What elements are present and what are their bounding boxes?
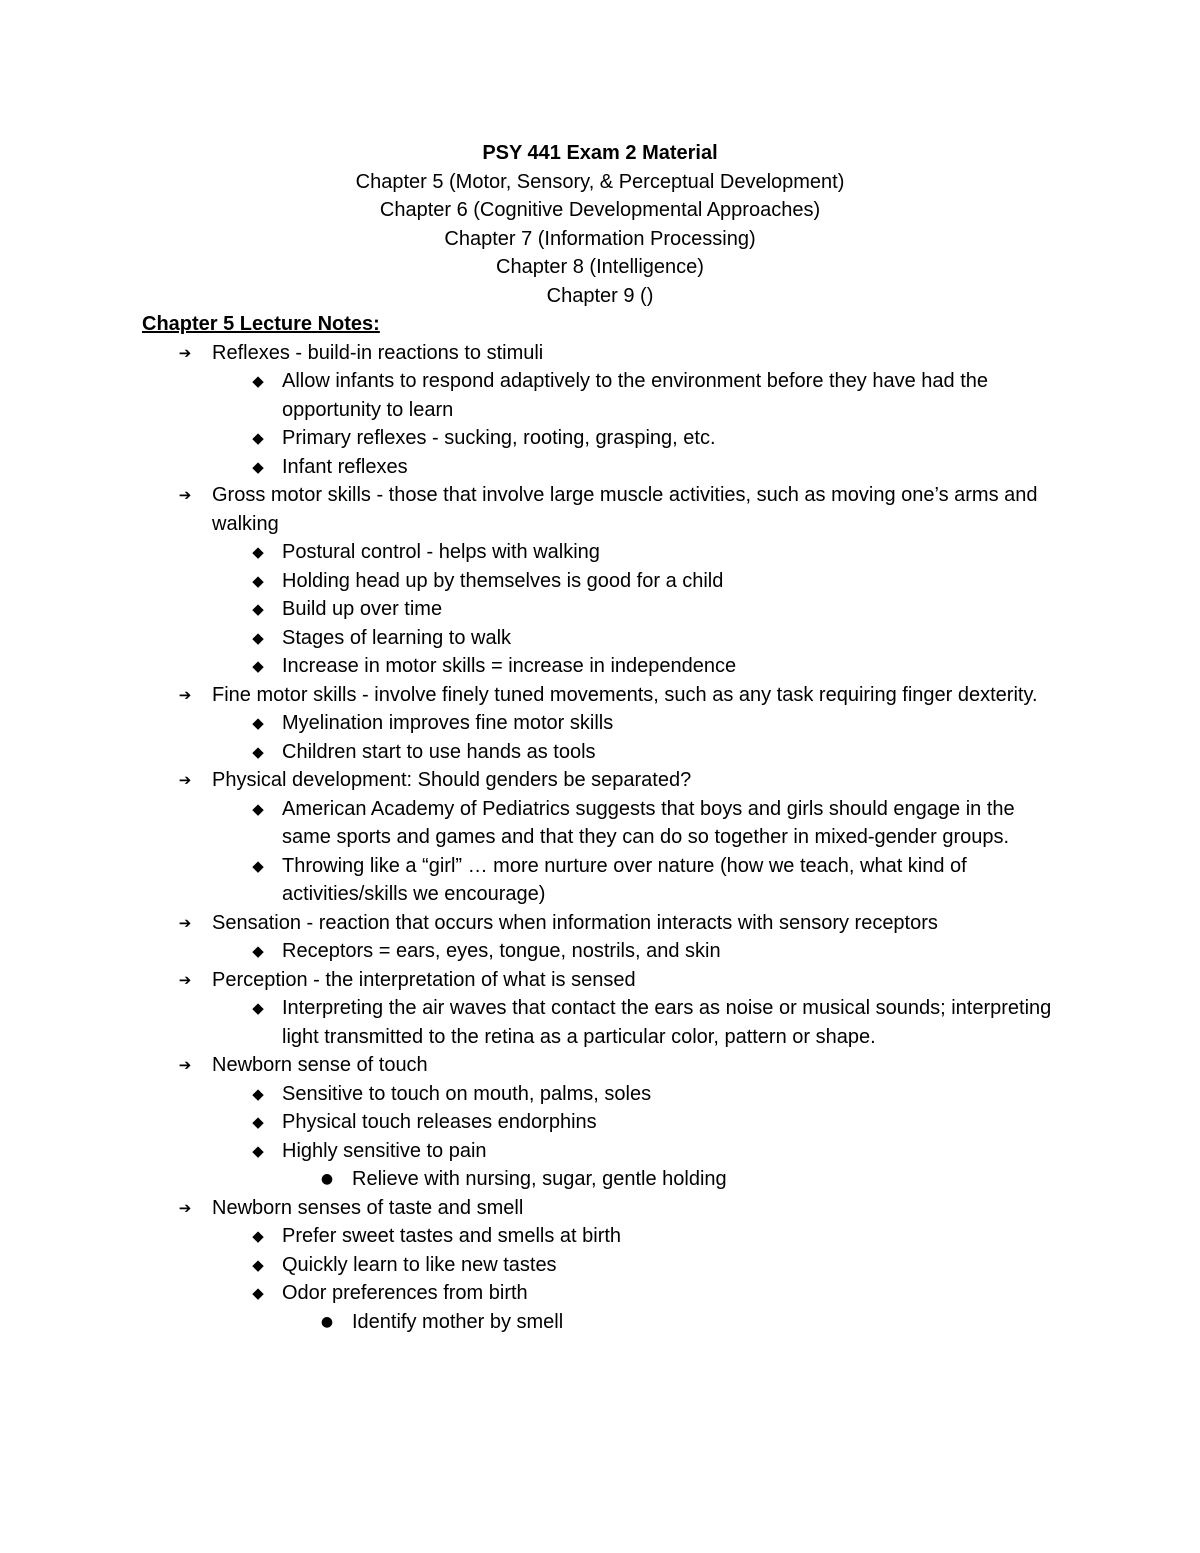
list-item-text: Perception - the interpretation of what is sensed: [212, 968, 636, 991]
chapter-line-9: Chapter 9 (): [546, 284, 654, 307]
list-item-text: Holding head up by themselves is good for a child: [282, 569, 724, 592]
list-item-level-1: [142, 339, 1062, 482]
nested-list: [212, 709, 1062, 766]
list-item-level-2: [212, 738, 1062, 767]
list-item-level-2: [212, 538, 1062, 567]
nested-list: [212, 937, 1062, 966]
list-item-level-2: [212, 453, 1062, 482]
diamond-bullet-icon: ◆: [252, 942, 264, 960]
diamond-bullet-icon: ◆: [252, 1255, 264, 1274]
diamond-bullet-icon: ◆: [252, 799, 264, 818]
list-item-level-1: [142, 1051, 1062, 1194]
list-item-text: Prefer sweet tastes and smells at birth: [282, 1225, 622, 1247]
arrow-bullet-icon: ➔: [178, 1056, 192, 1074]
list-item-text: Reflexes - build-in reactions to stimuli: [212, 341, 544, 364]
section-heading: Chapter 5 Lecture Notes:: [142, 313, 380, 335]
list-item-level-2: [212, 1108, 1062, 1137]
list-item-level-1: [142, 1194, 1062, 1337]
nested-list: [282, 1165, 1062, 1194]
list-item-level-2: [212, 795, 1062, 852]
diamond-bullet-icon: ◆: [252, 571, 264, 590]
list-item-text: Gross motor skills - those that involve large muscle activities, such as moving one’s arms and walking: [212, 484, 1038, 535]
nested-list: [212, 994, 1062, 1051]
list-item-level-2: [212, 994, 1062, 1051]
diamond-bullet-icon: ◆: [252, 457, 264, 476]
arrow-bullet-icon: ➔: [178, 343, 192, 362]
diamond-bullet-icon: ◆: [252, 856, 264, 875]
dot-bullet-icon: ●: [320, 1171, 334, 1187]
list-item-text: Highly sensitive to pain: [282, 1139, 487, 1162]
nested-list: [212, 795, 1062, 909]
list-item-level-2: [212, 367, 1062, 424]
list-item-text: Sensation - reaction that occurs when information interacts with sensory receptors: [212, 911, 938, 934]
chapter-line-8: Chapter 8 (Intelligence): [496, 256, 704, 278]
list-item-text: Increase in motor skills = increase in independence: [282, 655, 737, 677]
diamond-bullet-icon: ◆: [252, 1284, 264, 1302]
list-item-text: Children start to use hands as tools: [282, 740, 596, 763]
arrow-bullet-icon: ➔: [178, 486, 192, 504]
nested-list: [212, 1222, 1062, 1336]
document-title: PSY 441 Exam 2 Material: [482, 142, 718, 164]
list-item-level-1: [142, 909, 1062, 966]
arrow-bullet-icon: ➔: [178, 970, 192, 989]
list-item-text: Infant reflexes: [282, 455, 408, 478]
nested-list: [212, 1080, 1062, 1194]
list-item-text: Newborn senses of taste and smell: [212, 1196, 524, 1219]
list-item-text: Physical touch releases endorphins: [282, 1111, 597, 1133]
list-item-text: Identify mother by smell: [352, 1310, 564, 1333]
arrow-bullet-icon: ➔: [178, 771, 192, 789]
list-item-level-2: [212, 852, 1062, 909]
list-item-text: American Academy of Pediatrics suggests that boys and girls should engage in the same sports and games and that they can do so together in mixed-gender groups.: [282, 797, 1015, 848]
list-item-level-2: [212, 567, 1062, 596]
diamond-bullet-icon: ◆: [252, 1141, 264, 1160]
list-item-level-2: [212, 937, 1062, 966]
diamond-bullet-icon: ◆: [252, 429, 264, 447]
list-item-text: Build up over time: [282, 598, 443, 620]
list-item-text: Postural control - helps with walking: [282, 541, 600, 563]
list-item-text: Primary reflexes - sucking, rooting, grasping, etc.: [282, 427, 716, 449]
diamond-bullet-icon: ◆: [252, 543, 264, 561]
list-item-level-2: [212, 1080, 1062, 1109]
list-item-text: Receptors = ears, eyes, tongue, nostrils, and skin: [282, 940, 721, 962]
lecture-notes: [142, 310, 1062, 1336]
diamond-bullet-icon: ◆: [252, 742, 264, 761]
diamond-bullet-icon: ◆: [252, 714, 264, 732]
arrow-bullet-icon: ➔: [178, 685, 192, 704]
chapter-line-7: Chapter 7 (Information Processing): [444, 227, 756, 250]
list-item-level-3: [282, 1165, 1062, 1194]
list-item-text: Sensitive to touch on mouth, palms, soles: [282, 1082, 652, 1105]
list-item-level-1: [142, 766, 1062, 909]
list-item-level-2: [212, 709, 1062, 738]
list-item-level-2: [212, 652, 1062, 681]
arrow-bullet-icon: ➔: [178, 913, 192, 932]
dot-bullet-icon: ●: [320, 1313, 334, 1330]
nested-list: [212, 367, 1062, 481]
document-header: [0, 139, 1200, 310]
list-item-level-1: [142, 481, 1062, 681]
chapter-line-5: Chapter 5 (Motor, Sensory, & Perceptual Development): [355, 170, 845, 193]
list-item-level-2: [212, 1222, 1062, 1251]
list-item-text: Fine motor skills - involve finely tuned movements, such as any task requiring finger dexterity.: [212, 683, 1038, 706]
notes-list: [142, 339, 1062, 1337]
list-item-level-2: [212, 595, 1062, 624]
diamond-bullet-icon: ◆: [252, 372, 264, 390]
list-item-level-2: [212, 1137, 1062, 1194]
list-item-text: Allow infants to respond adaptively to the environment before they have had the opportunity to learn: [282, 370, 989, 421]
list-item-text: Physical development: Should genders be separated?: [212, 769, 692, 791]
diamond-bullet-icon: ◆: [252, 628, 264, 647]
list-item-text: Odor preferences from birth: [282, 1282, 528, 1304]
list-item-text: Myelination improves fine motor skills: [282, 712, 614, 734]
list-item-text: Relieve with nursing, sugar, gentle holding: [352, 1168, 727, 1190]
list-item-text: Throwing like a “girl” … more nurture over nature (how we teach, what kind of activities/skills we encourage): [282, 854, 967, 905]
list-item-text: Quickly learn to like new tastes: [282, 1253, 557, 1276]
diamond-bullet-icon: ◆: [252, 1084, 264, 1103]
list-item-text: Stages of learning to walk: [282, 626, 512, 649]
nested-list: [282, 1308, 1062, 1337]
list-item-text: Interpreting the air waves that contact the ears as noise or musical sounds; interpreting light transmitted to the retina as a particular color, pattern or shape.: [282, 997, 1052, 1048]
list-item-level-2: [212, 624, 1062, 653]
list-item-level-1: [142, 966, 1062, 1052]
list-item-level-1: [142, 681, 1062, 767]
chapter-line-6: Chapter 6 (Cognitive Developmental Approaches): [379, 199, 821, 221]
diamond-bullet-icon: ◆: [252, 1113, 264, 1131]
diamond-bullet-icon: ◆: [252, 600, 264, 618]
nested-list: [212, 538, 1062, 681]
diamond-bullet-icon: ◆: [252, 657, 264, 675]
diamond-bullet-icon: ◆: [252, 1227, 264, 1245]
list-item-level-2: [212, 424, 1062, 453]
diamond-bullet-icon: ◆: [252, 999, 264, 1017]
list-item-level-3: [282, 1308, 1062, 1337]
list-item-text: Newborn sense of touch: [212, 1054, 428, 1076]
list-item-level-2: [212, 1251, 1062, 1280]
list-item-level-2: [212, 1279, 1062, 1336]
arrow-bullet-icon: ➔: [178, 1198, 192, 1217]
